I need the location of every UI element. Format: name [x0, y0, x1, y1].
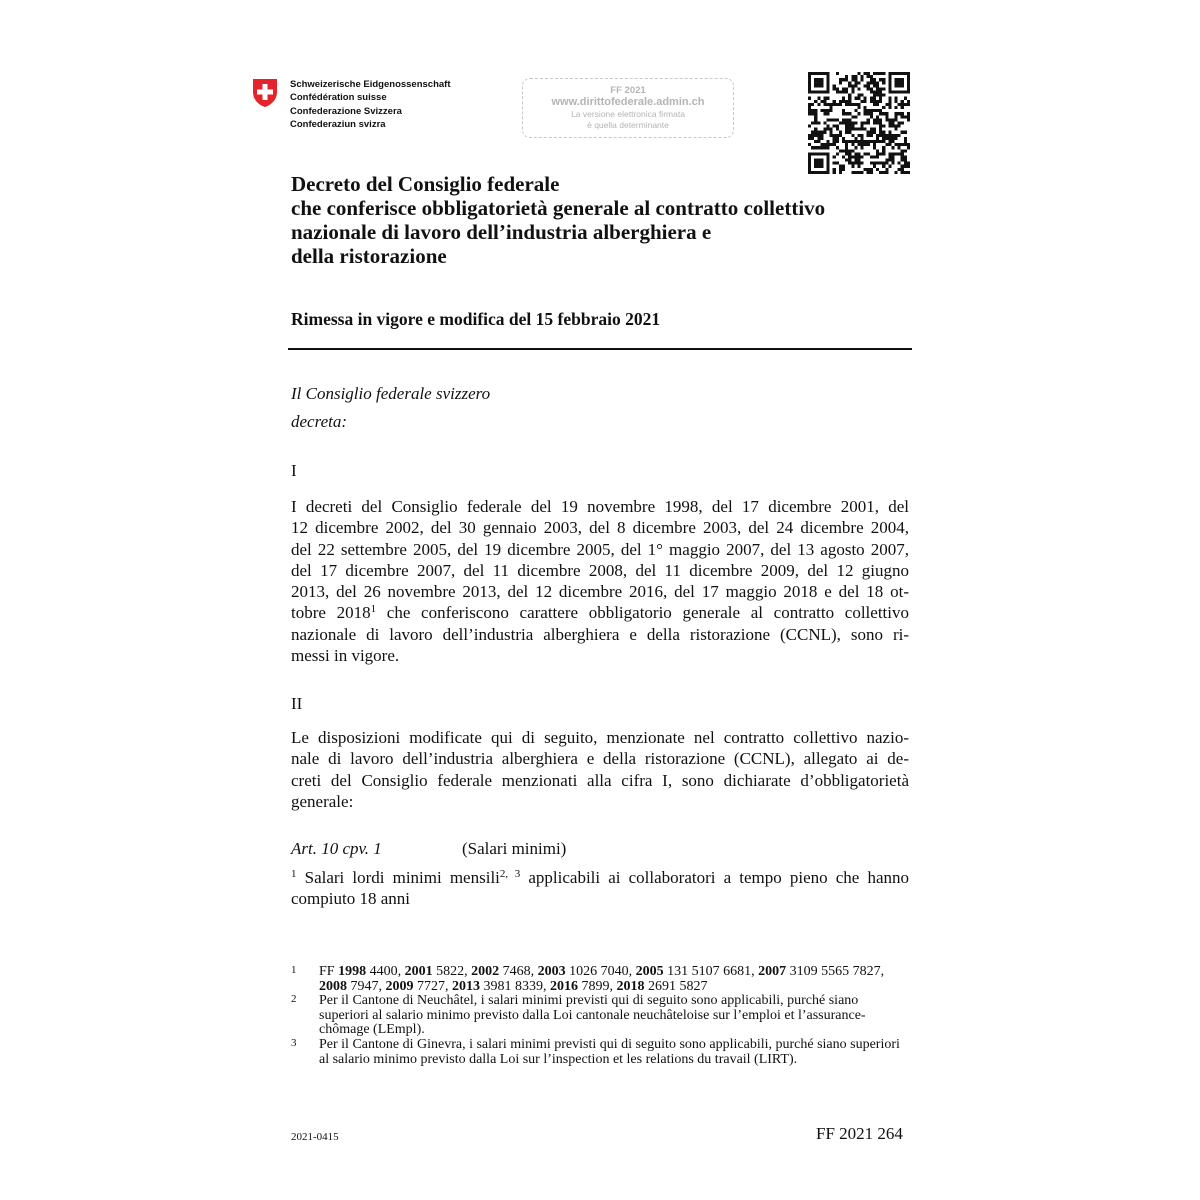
paragraph-line: 2013, del 26 novembre 2013, del 12 dicembre 2016, del 17 maggio 2018 e del 18 ot- [291, 582, 909, 602]
title-line-2: che conferisce obbligatorietà generale al contratto collettivo [291, 196, 826, 220]
section-number-2: II [291, 694, 303, 713]
confederation-name-rm: Confederaziun svizra [290, 118, 386, 130]
text-run: 131 5107 6681, [663, 964, 759, 979]
paragraph-line [291, 602, 909, 623]
title-line-4: della ristorazione [291, 244, 447, 268]
text-run: 3981 8339, [480, 978, 550, 994]
swiss-coat-of-arms-icon [252, 78, 278, 108]
text-run: Salari lordi minimi mensili [296, 868, 500, 887]
paragraph-line: nale di lavoro dell’industria alberghiera e della ristorazione (CCNL), allegato ai de- [291, 749, 909, 769]
paragraph-line: Le disposizioni modificate qui di seguito, menzionate nel contratto collettivo nazio- [291, 728, 909, 747]
paragraph-line: compiuto 18 anni [291, 889, 410, 909]
paragraph-line: del 22 settembre 2005, del 19 dicembre 2005, del 1° maggio 2007, del 13 agosto 2007, [291, 539, 909, 559]
document-subtitle: Rimessa in vigore e modifica del 15 febbraio 2021 [291, 309, 661, 329]
text-run: 7727, [413, 978, 452, 994]
reference-year: 2002 [471, 964, 500, 979]
paragraph-line: messi in vigore. [291, 646, 400, 666]
text-run: 7947, [347, 978, 386, 994]
confederation-name-fr: Confédération suisse [290, 92, 387, 104]
footnote-text: Per il Cantone di Ginevra, i salari minimi previsti qui di seguito sono applicabili, purché siano superiori al salario minimo previsto dalla Loi sur l’inspection et les relations du travail (LIRT). [319, 1036, 900, 1067]
confederation-name-it: Confederazione Svizzera [290, 105, 402, 117]
title-line-3: nazionale di lavoro dell’industria alberghiera e [291, 220, 712, 244]
document-code: 2021-0415 [291, 1131, 339, 1143]
electronic-signature-stamp [522, 78, 734, 138]
confederation-names [290, 78, 451, 131]
reference-year: 1998 [338, 964, 367, 979]
article-paragraph [291, 867, 909, 910]
article-reference: Art. 10 cpv. 1 [291, 839, 382, 858]
text-run: 4400, [366, 964, 405, 979]
footnotes [291, 965, 911, 1067]
footnote-3 [291, 1038, 911, 1067]
reference-year: 2007 [758, 964, 787, 979]
confederation-name-de: Schweizerische Eidgenossenschaft [290, 79, 451, 90]
reference-year: 2005 [635, 964, 664, 979]
text-run: 5822, [432, 964, 472, 979]
reference-year: 2003 [537, 964, 566, 979]
paragraph-line: I decreti del Consiglio federale del 19 novembre 1998, del 17 dicembre 2001, del [291, 497, 909, 516]
paragraph-line: creti del Consiglio federale menzionati alla cifra I, sono dichiarate d’obbligatorietà [291, 770, 909, 790]
footnote-2 [291, 994, 911, 1038]
reference-year: 2018 [616, 978, 645, 994]
footnote-text [319, 964, 884, 994]
text-run: 1026 7040, [565, 964, 636, 979]
stamp-line-1: FF 2021 [610, 85, 646, 96]
footnote-number: 2 [291, 993, 297, 1006]
reference-year: 2016 [550, 978, 578, 994]
footnote-text: Per il Cantone di Neuchâtel, i salari minimi previsti qui di seguito sono applicabili, purché siano superiori al salario minimo previsto dalla Loi cantonale neuchâteloise sur l’emploi et l’assurance-chômage (LEmpl). [319, 993, 866, 1038]
title-divider [288, 348, 912, 350]
footnote-number: 1 [291, 964, 297, 976]
preamble-decrees: decreta: [291, 412, 348, 431]
paragraph-number: 1 [291, 868, 297, 880]
stamp-line-2: www.dirittofederale.admin.ch [551, 96, 705, 108]
reference-year: 2008 [319, 978, 347, 994]
article-heading [291, 839, 567, 859]
reference-year: 2001 [404, 964, 433, 979]
text-run: 3109 5565 7827, [786, 964, 885, 979]
text-run: applicabili ai collaboratori a tempo pieno che hanno [520, 868, 909, 887]
text-run: tobre 2018 [291, 603, 371, 623]
footnote-ref-1[interactable]: 1 [370, 603, 377, 616]
footnote-number: 3 [291, 1036, 297, 1049]
paragraph-line: 12 dicembre 2002, del 30 gennaio 2003, del 8 dicembre 2003, del 24 dicembre 2004, [291, 518, 909, 538]
text-run: FF [319, 964, 339, 979]
document-title [291, 172, 931, 268]
stamp-line-4: è quella determinante [587, 119, 669, 130]
page-reference: FF 2021 264 [816, 1124, 903, 1143]
reference-year: 2013 [452, 978, 480, 994]
section-1-paragraph [291, 496, 909, 666]
paragraph-line: nazionale di lavoro dell’industria alberghiera e della ristorazione (CCNL), sono ri- [291, 624, 909, 644]
paragraph-line [291, 867, 909, 888]
text-run: che conferiscono carattere obbligatorio generale al contratto collettivo [376, 603, 909, 623]
text-run: 7468, [499, 964, 538, 979]
text-run: 2691 5827 [644, 978, 708, 994]
preamble-authority: Il Consiglio federale svizzero [291, 384, 491, 403]
stamp-line-3: La versione elettronica firmata [571, 109, 685, 119]
paragraph-line: generale: [291, 791, 354, 811]
section-number-1: I [291, 461, 297, 480]
reference-year: 2009 [385, 978, 414, 994]
footnote-ref-2-3[interactable]: 2, 3 [499, 868, 521, 880]
text-run: 7899, [578, 978, 617, 994]
preamble [291, 380, 490, 436]
paragraph-line: del 17 dicembre 2007, del 11 dicembre 2008, del 11 dicembre 2009, del 12 giugno [291, 560, 909, 580]
title-line-1: Decreto del Consiglio federale [291, 172, 560, 196]
article-title: (Salari minimi) [462, 839, 567, 858]
section-2-paragraph [291, 727, 909, 812]
qr-code-icon [808, 72, 910, 174]
footnote-1 [291, 965, 911, 994]
